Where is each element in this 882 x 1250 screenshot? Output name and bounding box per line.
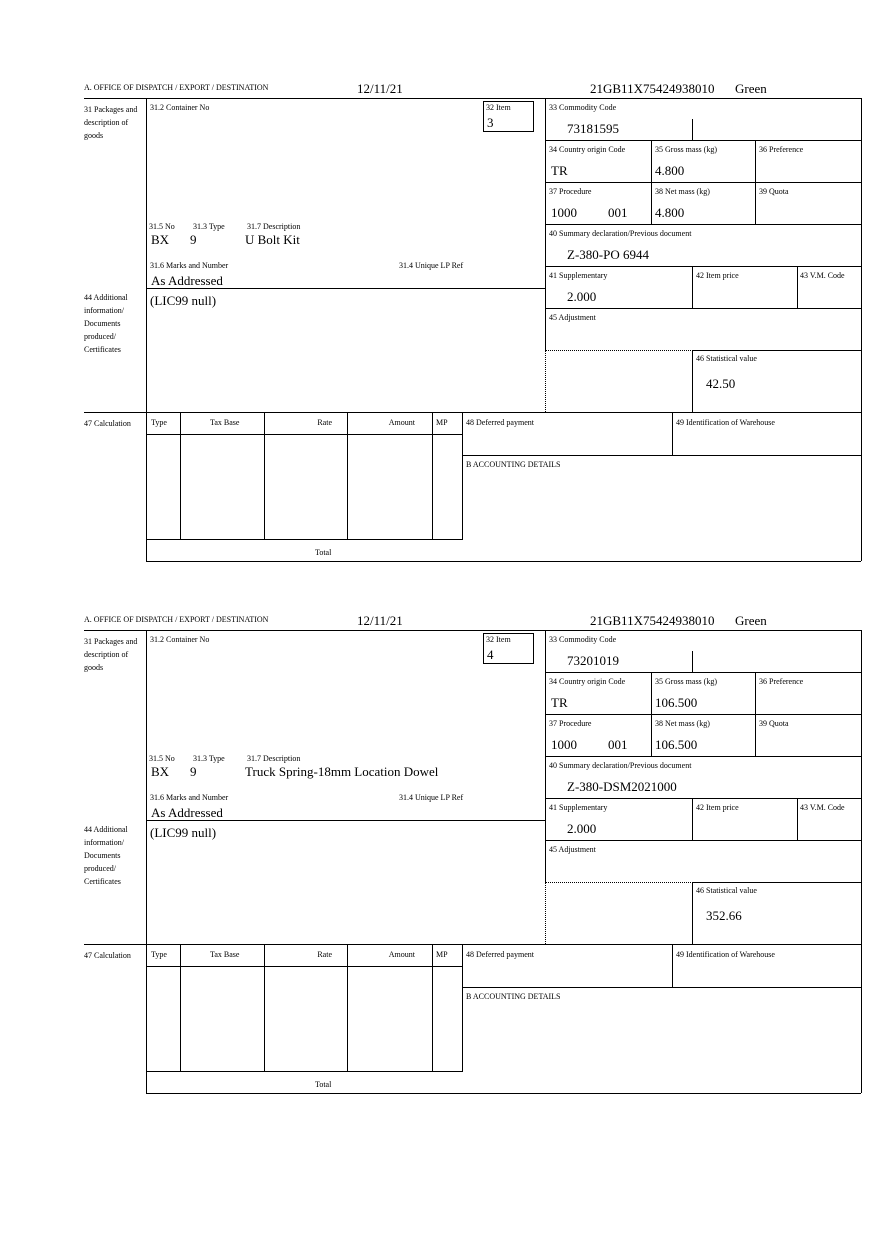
preference-label: 36 Preference (759, 145, 804, 154)
procedure-value: 1000 (551, 737, 577, 752)
rate-header: Rate (317, 950, 332, 959)
container-no-label: 31.2 Container No (150, 103, 210, 112)
divider (146, 434, 463, 435)
procedure-extra-value: 001 (608, 205, 628, 220)
statistical-value-label: 46 Statistical value (696, 886, 757, 895)
form-bottom-border (146, 1093, 861, 1094)
header-reference: 21GB11X75424938010 (590, 613, 715, 628)
divider-dotted (545, 882, 546, 944)
header-date: 12/11/21 (357, 81, 403, 96)
marks-value: As Addressed (151, 273, 223, 288)
accounting-label: B ACCOUNTING DETAILS (466, 460, 561, 469)
declaration-form-1 (0, 0, 882, 557)
description-value: Truck Spring-18mm Location Dowel (245, 764, 439, 779)
net-mass-label: 38 Net mass (kg) (655, 187, 710, 196)
gross-mass-value: 4.800 (655, 163, 685, 178)
commodity-code-value: 73181595 (567, 121, 619, 136)
divider (432, 412, 433, 539)
divider (672, 412, 673, 455)
statistical-value-value: 42.50 (706, 376, 736, 391)
gross-mass-value: 106.500 (655, 695, 698, 710)
additional-info-label: 44 Additional information/ Documents produced/ Certificates (84, 825, 128, 886)
description-value: U Bolt Kit (245, 232, 300, 247)
total-label: Total (315, 548, 332, 557)
header-route: Green (735, 613, 767, 628)
commodity-code-label: 33 Commodity Code (549, 103, 617, 112)
divider (545, 840, 861, 841)
deferred-payment-label: 48 Deferred payment (466, 418, 534, 427)
package-no-label: 31.5 No (149, 222, 175, 231)
tax-base-header: Tax Base (210, 950, 240, 959)
package-no-value: BX (151, 232, 170, 247)
divider (146, 966, 463, 967)
description-label: 31.7 Description (247, 754, 301, 763)
vm-code-label: 43 V.M. Code (800, 803, 845, 812)
declaration-form-2 (0, 532, 882, 1089)
form-right-border (861, 630, 862, 1093)
country-origin-value: TR (551, 695, 568, 710)
country-origin-label: 34 Country origin Code (549, 145, 626, 154)
item-price-label: 42 Item price (696, 271, 739, 280)
commodity-code-label: 33 Commodity Code (549, 635, 617, 644)
tax-base-header: Tax Base (210, 418, 240, 427)
divider (692, 651, 693, 672)
vm-code-label: 43 V.M. Code (800, 271, 845, 280)
amount-header: Amount (388, 418, 415, 427)
header-office-label: A. OFFICE OF DISPATCH / EXPORT / DESTINATION (84, 83, 269, 92)
divider (692, 882, 693, 944)
divider (692, 119, 693, 140)
adjustment-label: 45 Adjustment (549, 845, 596, 854)
divider (692, 350, 693, 412)
procedure-label: 37 Procedure (549, 187, 592, 196)
mp-header: MP (436, 950, 448, 959)
package-type-label: 31.3 Type (193, 754, 225, 763)
additional-info-value: (LIC99 null) (150, 293, 217, 308)
divider-dotted (545, 350, 693, 351)
mp-header: MP (436, 418, 448, 427)
description-label: 31.7 Description (247, 222, 301, 231)
form-left-border (146, 98, 147, 561)
total-label: Total (315, 1080, 332, 1089)
divider-dotted (545, 350, 546, 412)
procedure-label: 37 Procedure (549, 719, 592, 728)
divider (180, 412, 181, 539)
procedure-value: 1000 (551, 205, 577, 220)
package-type-value: 9 (190, 764, 197, 779)
divider (545, 140, 861, 141)
calculation-label: 47 Calculation (84, 419, 131, 428)
item-value: 3 (487, 115, 494, 130)
packages-label: 31 Packages and description of goods (84, 105, 138, 140)
supplementary-label: 41 Supplementary (549, 271, 608, 280)
container-no-label: 31.2 Container No (150, 635, 210, 644)
item-value: 4 (487, 647, 494, 662)
divider (545, 672, 861, 673)
header-reference: 21GB11X75424938010 (590, 81, 715, 96)
divider (146, 1071, 463, 1072)
warehouse-label: 49 Identification of Warehouse (676, 950, 775, 959)
divider (692, 266, 693, 308)
statistical-value-value: 352.66 (706, 908, 742, 923)
procedure-extra-value: 001 (608, 737, 628, 752)
divider (545, 224, 861, 225)
item-label: 32 Item (486, 103, 511, 112)
divider (146, 820, 545, 821)
calc-type-header: Type (151, 950, 167, 959)
form-right-border (861, 98, 862, 561)
divider (545, 308, 861, 309)
form-left-border (146, 630, 147, 1093)
divider (146, 288, 545, 289)
net-mass-value: 106.500 (655, 737, 698, 752)
divider (347, 944, 348, 1071)
supplementary-value: 2.000 (567, 289, 597, 304)
calculation-label: 47 Calculation (84, 951, 131, 960)
gross-mass-label: 35 Gross mass (kg) (655, 145, 717, 154)
divider (264, 944, 265, 1071)
unique-lp-label: 31.4 Unique LP Ref (399, 261, 464, 270)
form-top-border (84, 98, 861, 99)
divider (462, 412, 463, 539)
country-origin-value: TR (551, 163, 568, 178)
unique-lp-label: 31.4 Unique LP Ref (399, 793, 464, 802)
marks-label: 31.6 Marks and Number (150, 261, 229, 270)
marks-label: 31.6 Marks and Number (150, 793, 229, 802)
divider (692, 798, 693, 840)
header-route: Green (735, 81, 767, 96)
divider (462, 987, 861, 988)
summary-declaration-label: 40 Summary declaration/Previous document (549, 229, 692, 238)
deferred-payment-label: 48 Deferred payment (466, 950, 534, 959)
rate-header: Rate (317, 418, 332, 427)
additional-info-label: 44 Additional information/ Documents produced/ Certificates (84, 293, 128, 354)
item-price-label: 42 Item price (696, 803, 739, 812)
quota-label: 39 Quota (759, 187, 789, 196)
divider (462, 455, 861, 456)
divider (545, 714, 861, 715)
previous-document-value: Z-380-PO 6944 (567, 247, 649, 262)
divider (462, 944, 463, 1071)
package-no-label: 31.5 No (149, 754, 175, 763)
additional-info-value: (LIC99 null) (150, 825, 217, 840)
divider (545, 798, 861, 799)
divider (264, 412, 265, 539)
divider (692, 350, 861, 351)
package-no-value: BX (151, 764, 170, 779)
package-type-label: 31.3 Type (193, 222, 225, 231)
supplementary-value: 2.000 (567, 821, 597, 836)
package-type-value: 9 (190, 232, 197, 247)
marks-value: As Addressed (151, 805, 223, 820)
divider (84, 412, 861, 413)
divider (672, 944, 673, 987)
quota-label: 39 Quota (759, 719, 789, 728)
divider (432, 944, 433, 1071)
amount-header: Amount (388, 950, 415, 959)
previous-document-value: Z-380-DSM2021000 (567, 779, 677, 794)
supplementary-label: 41 Supplementary (549, 803, 608, 812)
warehouse-label: 49 Identification of Warehouse (676, 418, 775, 427)
header-date: 12/11/21 (357, 613, 403, 628)
divider (797, 266, 798, 308)
divider (797, 798, 798, 840)
header-office-label: A. OFFICE OF DISPATCH / EXPORT / DESTINATION (84, 615, 269, 624)
net-mass-label: 38 Net mass (kg) (655, 719, 710, 728)
divider-dotted (545, 882, 693, 883)
calc-type-header: Type (151, 418, 167, 427)
summary-declaration-label: 40 Summary declaration/Previous document (549, 761, 692, 770)
divider (545, 756, 861, 757)
divider (692, 882, 861, 883)
divider (545, 182, 861, 183)
adjustment-label: 45 Adjustment (549, 313, 596, 322)
net-mass-value: 4.800 (655, 205, 685, 220)
form-top-border (84, 630, 861, 631)
gross-mass-label: 35 Gross mass (kg) (655, 677, 717, 686)
statistical-value-label: 46 Statistical value (696, 354, 757, 363)
item-label: 32 Item (486, 635, 511, 644)
divider (84, 944, 861, 945)
country-origin-label: 34 Country origin Code (549, 677, 626, 686)
preference-label: 36 Preference (759, 677, 804, 686)
divider (545, 266, 861, 267)
packages-label: 31 Packages and description of goods (84, 637, 138, 672)
divider (347, 412, 348, 539)
commodity-code-value: 73201019 (567, 653, 619, 668)
divider (180, 944, 181, 1071)
accounting-label: B ACCOUNTING DETAILS (466, 992, 561, 1001)
